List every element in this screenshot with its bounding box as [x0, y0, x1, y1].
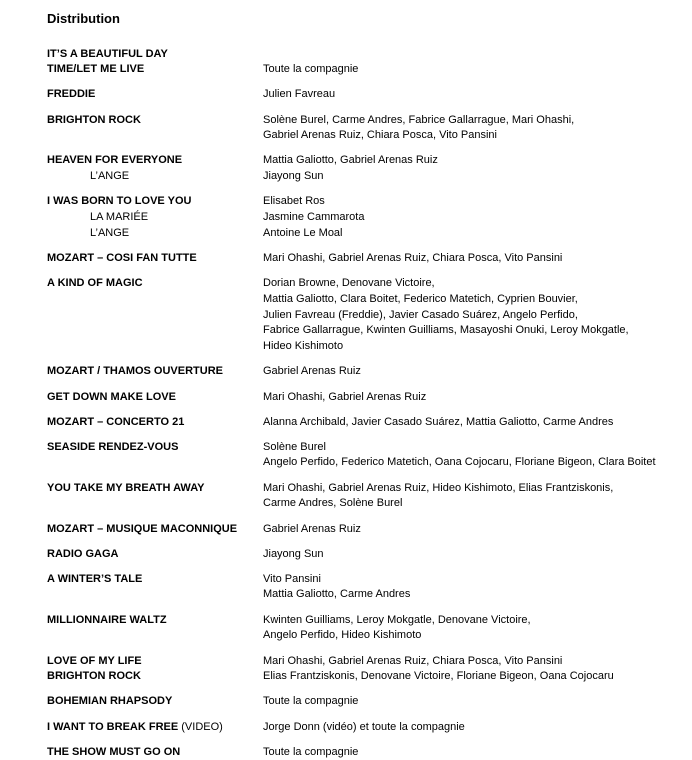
piece-title-note: (VIDEO)	[178, 720, 223, 733]
piece-titles	[47, 153, 257, 185]
piece-titles	[47, 481, 257, 497]
piece-titles	[47, 251, 257, 267]
piece-title-text: MILLIONNAIRE WALTZ	[47, 613, 167, 626]
piece-title-text: MOZART – CONCERTO 21	[47, 415, 185, 428]
piece-titles	[47, 613, 257, 629]
piece-title-text: I WANT TO BREAK FREE	[47, 720, 179, 733]
piece-titles	[47, 194, 257, 241]
role-text: LA MARIÉE	[90, 211, 149, 224]
cast-line: Gabriel Arenas Ruiz	[263, 365, 361, 378]
cast-list	[263, 153, 692, 185]
piece-title	[47, 62, 257, 78]
cast-line: Gabriel Arenas Ruiz, Chiara Posca, Vito Pansini	[263, 129, 497, 142]
piece-title	[47, 440, 257, 456]
cast-list	[263, 613, 692, 645]
piece-titles	[47, 720, 257, 736]
cast-list	[263, 364, 692, 380]
cast-line: Elisabet Ros	[263, 195, 325, 208]
piece-title	[47, 251, 257, 267]
cast-line: Toute la compagnie	[263, 745, 359, 758]
piece-title-text: SEASIDE RENDEZ-VOUS	[47, 440, 179, 453]
cast-line: Toute la compagnie	[263, 63, 359, 76]
cast-line: Angelo Perfido, Federico Matetich, Oana Cojocaru, Floriane Bigeon, Clara Boitet	[263, 456, 656, 469]
cast-line: Gabriel Arenas Ruiz	[263, 522, 361, 535]
cast-line: Jasmine Cammarota	[263, 211, 365, 224]
piece-title-text: RADIO GAGA	[47, 547, 119, 560]
piece-title-text: MOZART / THAMOS OUVERTURE	[47, 365, 223, 378]
cast-line: Mattia Galiotto, Clara Boitet, Federico Matetich, Cyprien Bouvier,	[263, 292, 578, 305]
piece-title	[47, 390, 257, 406]
piece-title-text: I WAS BORN TO LOVE YOU	[47, 195, 192, 208]
piece-title	[47, 694, 257, 710]
cast-list	[263, 251, 692, 267]
piece-titles	[47, 694, 257, 710]
cast-line: Jiayong Sun	[263, 547, 324, 560]
piece-title	[47, 194, 257, 210]
piece-title-text: IT’S A BEAUTIFUL DAY	[47, 47, 168, 60]
piece-title	[47, 153, 257, 169]
piece-title	[47, 415, 257, 431]
piece-title-text: YOU TAKE MY BREATH AWAY	[47, 481, 205, 494]
piece-title	[47, 572, 257, 588]
piece-title-text: MOZART – COSI FAN TUTTE	[47, 252, 197, 264]
cast-list	[263, 440, 692, 472]
cast-line: Toute la compagnie	[263, 695, 359, 708]
piece-titles	[47, 276, 257, 292]
piece-title	[47, 669, 257, 685]
piece-title-text: TIME/LET ME LIVE	[47, 63, 145, 76]
cast-list	[263, 113, 692, 145]
cast-line: Kwinten Guilliams, Leroy Mokgatle, Denovane Victoire,	[263, 613, 531, 626]
cast-line: Dorian Browne, Denovane Victoire,	[263, 277, 435, 290]
cast-line: Solène Burel, Carme Andres, Fabrice Gallarrague, Mari Ohashi,	[263, 113, 575, 126]
cast-list	[263, 481, 692, 513]
piece-title-text: BRIGHTON ROCK	[47, 113, 141, 126]
piece-title	[47, 276, 257, 292]
piece-titles	[47, 390, 257, 406]
cast-line: Antoine Le Moal	[263, 226, 343, 239]
cast-list	[263, 276, 692, 355]
cast-list	[263, 694, 692, 710]
piece-title	[47, 654, 257, 670]
cast-line: Mari Ohashi, Gabriel Arenas Ruiz, Hideo Kishimoto, Elias Frantziskonis,	[263, 481, 614, 494]
piece-title-text: A KIND OF MAGIC	[47, 277, 143, 290]
piece-title	[47, 87, 257, 103]
cast-line: Fabrice Gallarrague, Kwinten Guilliams, Masayoshi Onuki, Leroy Mokgatle,	[263, 324, 629, 337]
cast-line: Julien Favreau (Freddie), Javier Casado Suárez, Angelo Perfido,	[263, 308, 578, 321]
cast-line: Angelo Perfido, Hideo Kishimoto	[263, 629, 422, 642]
cast-list	[263, 572, 692, 604]
piece-title-text: LOVE OF MY LIFE	[47, 654, 142, 667]
piece-titles	[47, 547, 257, 563]
piece-title	[47, 613, 257, 629]
piece-title-text: A WINTER’S TALE	[47, 572, 143, 585]
cast-line: Solène Burel	[263, 440, 326, 453]
piece-title	[47, 113, 257, 129]
role-text: L’ANGE	[90, 226, 130, 239]
piece-title	[47, 47, 257, 63]
piece-title-text: MOZART – MUSIQUE MACONNIQUE	[47, 522, 238, 535]
piece-titles	[47, 572, 257, 588]
cast-line: Mari Ohashi, Gabriel Arenas Ruiz	[263, 390, 427, 403]
piece-title	[47, 745, 257, 760]
role-label	[47, 210, 257, 226]
piece-titles	[47, 522, 257, 538]
piece-title-text: BRIGHTON ROCK	[47, 670, 141, 683]
cast-line	[263, 47, 692, 63]
cast-list	[263, 194, 692, 241]
cast-line: Vito Pansini	[263, 572, 321, 585]
piece-titles	[47, 364, 257, 380]
piece-title	[47, 364, 257, 380]
role-label	[47, 226, 257, 242]
cast-line: Mattia Galiotto, Gabriel Arenas Ruiz	[263, 154, 438, 167]
piece-titles	[47, 745, 257, 760]
document-title: Distribution	[47, 11, 120, 26]
cast-line: Mattia Galiotto, Carme Andres	[263, 588, 411, 601]
piece-title-text: FREDDIE	[47, 88, 96, 101]
cast-list	[263, 87, 692, 103]
piece-titles	[47, 440, 257, 456]
cast-list	[263, 415, 692, 431]
piece-titles	[47, 654, 257, 686]
piece-title	[47, 720, 257, 736]
piece-titles	[47, 47, 257, 79]
cast-line: Elias Frantziskonis, Denovane Victoire, Floriane Bigeon, Oana Cojocaru	[263, 670, 614, 683]
cast-list	[263, 720, 692, 736]
cast-list	[263, 654, 692, 686]
piece-titles	[47, 87, 257, 103]
piece-titles	[47, 415, 257, 431]
piece-title	[47, 547, 257, 563]
role-label	[47, 169, 257, 185]
cast-line: Jiayong Sun	[263, 170, 324, 183]
role-text: L’ANGE	[90, 170, 130, 183]
cast-line: Julien Favreau	[263, 88, 336, 101]
cast-list	[263, 522, 692, 538]
cast-line: Mari Ohashi, Gabriel Arenas Ruiz, Chiara Posca, Vito Pansini	[263, 252, 563, 264]
cast-line: Jorge Donn (vidéo) et toute la compagnie	[263, 720, 465, 733]
cast-list	[263, 745, 692, 760]
cast-list	[263, 547, 692, 563]
piece-title-text: HEAVEN FOR EVERYONE	[47, 154, 183, 167]
piece-title-text: BOHEMIAN RHAPSODY	[47, 695, 173, 708]
piece-title-text: THE SHOW MUST GO ON	[47, 745, 181, 758]
piece-title	[47, 481, 257, 497]
piece-titles	[47, 113, 257, 129]
cast-list	[263, 390, 692, 406]
cast-list	[263, 47, 692, 79]
cast-line: Carme Andres, Solène Burel	[263, 497, 403, 510]
piece-title	[47, 522, 257, 538]
cast-line: Mari Ohashi, Gabriel Arenas Ruiz, Chiara Posca, Vito Pansini	[263, 654, 563, 667]
cast-line: Alanna Archibald, Javier Casado Suárez, Mattia Galiotto, Carme Andres	[263, 415, 614, 428]
cast-line: Hideo Kishimoto	[263, 340, 344, 353]
piece-title-text: GET DOWN MAKE LOVE	[47, 390, 176, 403]
